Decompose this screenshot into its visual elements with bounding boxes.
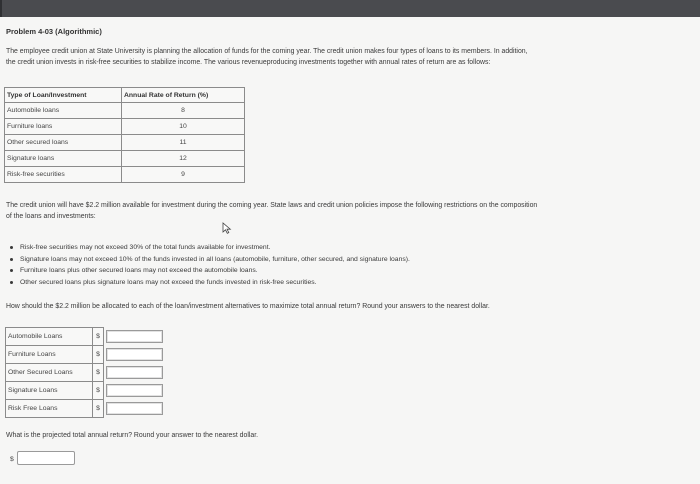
funds-paragraph — [6, 200, 696, 222]
restrictions-list — [8, 242, 410, 288]
table-row — [5, 135, 245, 151]
list-item: Risk-free securities may not exceed 30% of the total funds available for investment. — [8, 242, 410, 254]
currency-symbol: $ — [93, 328, 104, 346]
row-rate: 10 — [122, 119, 245, 135]
table-row — [5, 151, 245, 167]
problem-page — [0, 17, 700, 484]
table-row — [5, 103, 245, 119]
row-rate: 9 — [122, 167, 245, 183]
currency-symbol: $ — [93, 382, 104, 400]
automobile-loans-input[interactable] — [106, 330, 163, 343]
rates-table-header — [5, 88, 245, 103]
signature-loans-input[interactable] — [106, 384, 163, 397]
intro-paragraph — [6, 46, 696, 68]
row-rate: 8 — [122, 103, 245, 119]
list-item: Signature loans may not exceed 10% of the funds invested in all loans (automobile, furniture, other secured, and signature loans). — [8, 254, 410, 266]
row-type: Signature loans — [5, 151, 122, 167]
row-type: Risk-free securities — [5, 167, 122, 183]
row-type: Other secured loans — [5, 135, 122, 151]
row-rate: 12 — [122, 151, 245, 167]
allocation-question: How should the $2.2 million be allocated to each of the loan/investment alternatives to maximize total annual return? Round your answers to the nearest dollar. — [6, 303, 490, 310]
table-row — [5, 167, 245, 183]
intro-line-1: The employee credit union at State University is planning the allocation of funds for the coming year. The credit union makes four types of loans to its members. In addition, — [6, 48, 528, 55]
table-row — [6, 400, 164, 418]
list-item: Other secured loans plus signature loans may not exceed the funds invested in risk-free securities. — [8, 277, 410, 289]
funds-line-1: The credit union will have $2.2 million available for investment during the coming year. State laws and credit union policies impose the following restrictions on the composition — [6, 202, 538, 209]
currency-symbol: $ — [93, 364, 104, 382]
problem-title: Problem 4-03 (Algorithmic) — [6, 27, 102, 36]
table-row — [6, 364, 164, 382]
answer-label: Other Secured Loans — [6, 364, 93, 382]
currency-symbol: $ — [93, 346, 104, 364]
header-type: Type of Loan/Investment — [5, 88, 122, 103]
table-row — [5, 119, 245, 135]
funds-line-2: of the loans and investments: — [6, 213, 96, 220]
other-secured-loans-input[interactable] — [106, 366, 163, 379]
answer-label: Furniture Loans — [6, 346, 93, 364]
total-return-input[interactable] — [17, 451, 75, 465]
answer-label: Risk Free Loans — [6, 400, 93, 418]
row-type: Automobile loans — [5, 103, 122, 119]
currency-symbol: $ — [93, 400, 104, 418]
answer-label: Signature Loans — [6, 382, 93, 400]
total-return-question: What is the projected total annual return? Round your answer to the nearest dollar. — [6, 432, 259, 439]
answer-label: Automobile Loans — [6, 328, 93, 346]
window-top-bar — [0, 0, 700, 17]
total-currency-symbol: $ — [10, 456, 14, 463]
risk-free-loans-input[interactable] — [106, 402, 163, 415]
top-bar-edge — [0, 0, 2, 17]
rates-table — [4, 87, 245, 183]
allocation-answers-table — [5, 327, 164, 418]
list-item: Furniture loans plus other secured loans may not exceed the automobile loans. — [8, 265, 410, 277]
intro-line-2: the credit union invests in risk-free securities to stabilize income. The various revenueproducing investments together with annual rates of return are as follows: — [6, 59, 491, 66]
furniture-loans-input[interactable] — [106, 348, 163, 361]
mouse-cursor-icon — [222, 222, 232, 234]
row-rate: 11 — [122, 135, 245, 151]
header-rate: Annual Rate of Return (%) — [122, 88, 245, 103]
row-type: Furniture loans — [5, 119, 122, 135]
table-row — [6, 328, 164, 346]
table-row — [6, 382, 164, 400]
table-row — [6, 346, 164, 364]
